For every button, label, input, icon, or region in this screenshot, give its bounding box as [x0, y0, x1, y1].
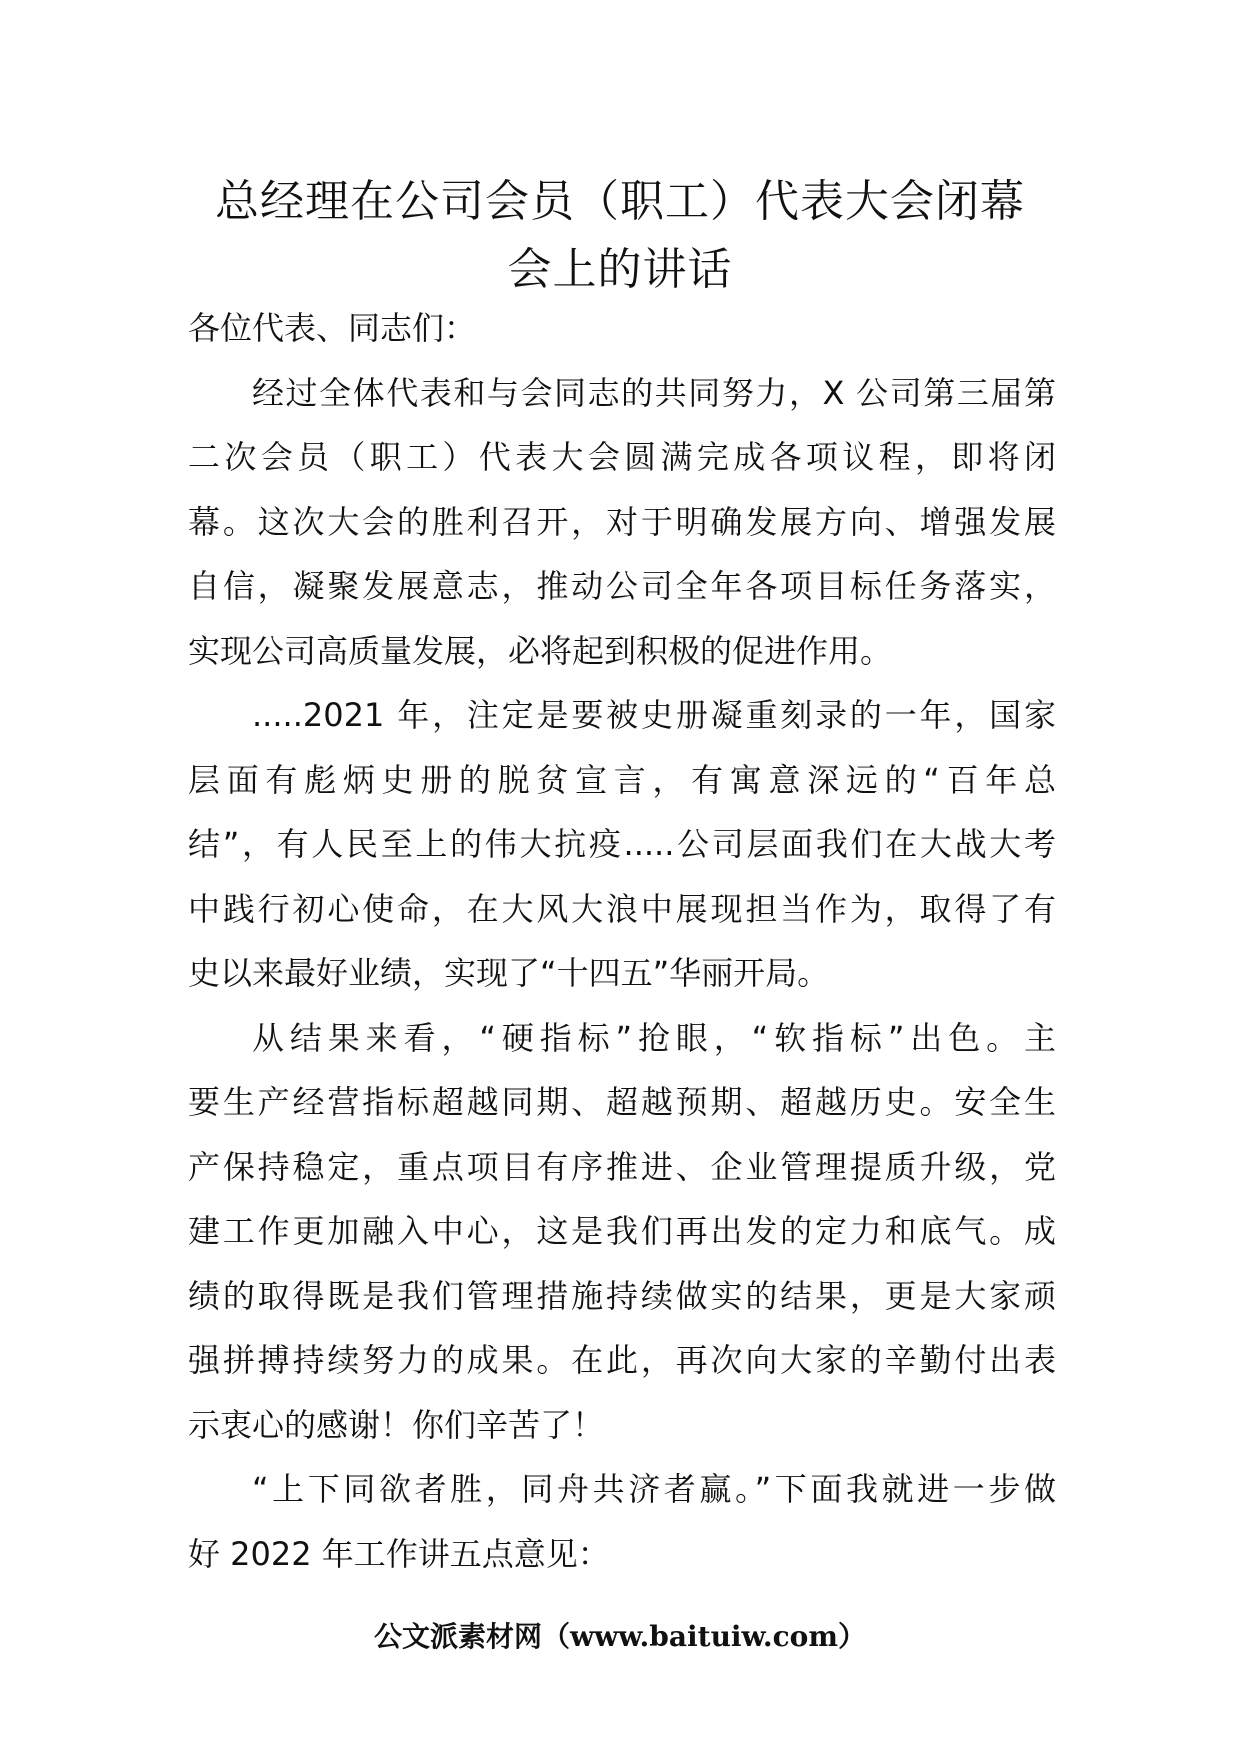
body-line: 绩的取得既是我们管理措施持续做实的结果，更是大家顽 — [188, 1276, 1056, 1315]
body-line: 二次会员（职工）代表大会圆满完成各项议程，即将闭 — [188, 438, 1056, 476]
body-line: 强拼搏持续努力的成果。在此，再次向大家的辛勤付出表 — [188, 1341, 1056, 1379]
document-body — [188, 296, 1056, 1586]
body-line: 产保持稳定，重点项目有序推进、企业管理提质升级，党 — [188, 1147, 1056, 1186]
body-line: 史以来最好业绩，实现了“十四五”华丽开局。 — [188, 954, 830, 992]
body-line: 实现公司高质量发展，必将起到积极的促进作用。 — [188, 631, 893, 670]
body-line: 自信，凝聚发展意志，推动公司全年各项目标任务落实， — [188, 567, 1056, 605]
body-line: 各位代表、同志们： — [188, 309, 477, 347]
page-footer: 公文派素材网（www.baituiw.com） — [374, 1620, 866, 1653]
body-line: 从结果来看，“硬指标”抢眼，“软指标”出色。主 — [252, 1018, 1056, 1057]
title-line-2: 会上的讲话 — [507, 244, 733, 295]
body-line: 层面有彪炳史册的脱贫宣言，有寓意深远的“百年总 — [188, 760, 1056, 799]
body-line: “上下同欲者胜，同舟共济者赢。”下面我就进一步做 — [252, 1470, 1056, 1508]
body-line: 建工作更加融入中心，这是我们再出发的定力和底气。成 — [188, 1212, 1056, 1250]
body-line: 经过全体代表和与会同志的共同努力，X 公司第三届第 — [252, 373, 1056, 412]
body-line: 要生产经营指标超越同期、超越预期、超越历史。安全生 — [188, 1083, 1056, 1121]
body-line: 好 2022 年工作讲五点意见： — [188, 1534, 610, 1573]
document-title — [180, 168, 1060, 304]
body-line: .....2021 年，注定是要被史册凝重刻录的一年，国家 — [252, 696, 1056, 734]
body-line: 中践行初心使命，在大风大浪中展现担当作为，取得了有 — [188, 889, 1056, 928]
body-line: 幕。这次大会的胜利召开，对于明确发展方向、增强发展 — [188, 502, 1056, 541]
body-line: 结”，有人民至上的伟大抗疫.....公司层面我们在大战大考 — [188, 825, 1056, 863]
body-line: 示衷心的感谢！你们辛苦了！ — [188, 1405, 605, 1444]
title-line-1: 总经理在公司会员（职工）代表大会闭幕 — [215, 176, 1025, 227]
